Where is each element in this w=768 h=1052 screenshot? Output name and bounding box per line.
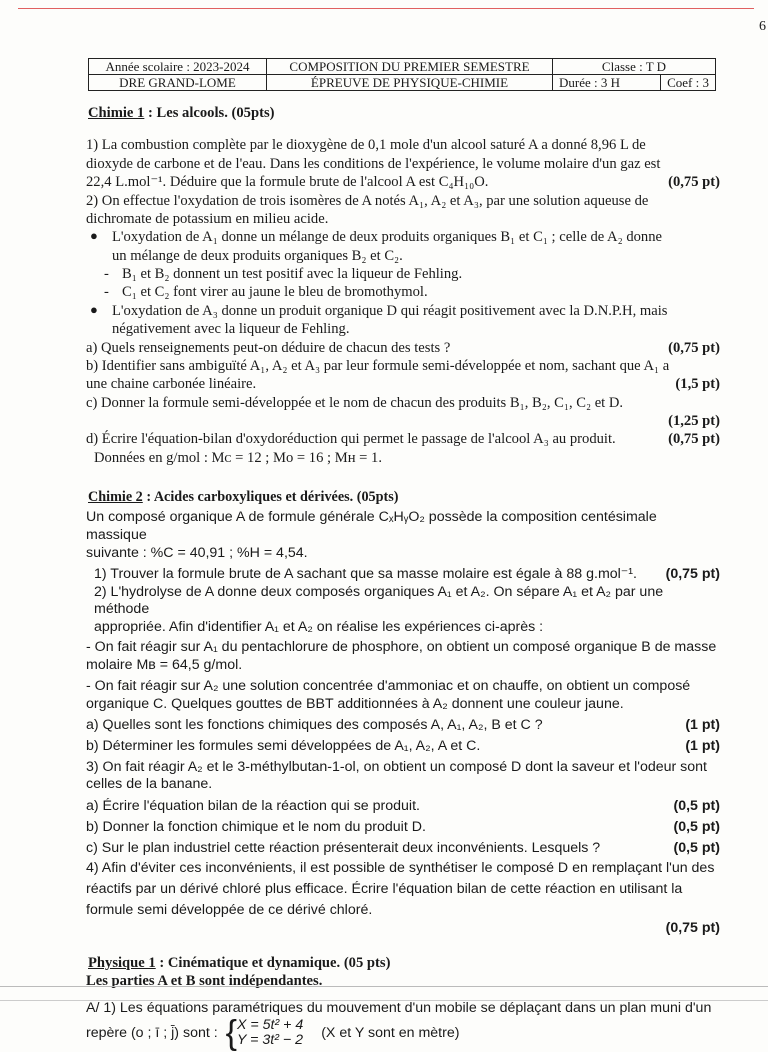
chimie1-title: Chimie 1 : Les alcools. (05pts) [88, 105, 275, 121]
c2-q3a-points: (0,5 pt) [673, 798, 720, 815]
c2-q1: 1) Trouver la formule brute de A sachant que sa masse molaire est égale à 88 g.mol⁻¹. [94, 565, 637, 582]
page-corner-mark: 6 [759, 19, 766, 34]
c2-q4-line1: 4) Afin d'éviter ces inconvénients, il est possible de synthétiser le composé D en remplaçant l'un des [86, 860, 715, 877]
c2-qb-points: (1 pt) [685, 737, 720, 754]
c2-intro-line2: suivante : %C = 40,91 ; %H = 4,54. [86, 544, 308, 561]
c1-qd-points: (0,75 pt) [668, 431, 720, 448]
c2-q2-line1: 2) L'hydrolyse de A donne deux composés organiques A₁ et A₂. On sépare A₁ et A₂ par une méthode [94, 583, 664, 618]
c2-exp2-line2: organique C. Quelques gouttes de BBT additionnées à A₂ donnent une couleur jaune. [86, 695, 624, 712]
c1-q2-line2: dichromate de potassium en milieu acide. [86, 210, 329, 227]
dre-cell: DRE GRAND-LOME [89, 75, 267, 91]
c1-dash-1: - B₁ et B₂ donnent un test positif avec la liqueur de Fehling. [104, 266, 463, 282]
epreuve-cell: ÉPREUVE DE PHYSIQUE-CHIMIE [267, 75, 553, 91]
c2-q3a: a) Écrire l'équation bilan de la réaction qui se produit. [86, 798, 420, 815]
chimie2-title: Chimie 2 : Acides carboxyliques et dérivées. (05pts) [88, 489, 399, 506]
c2-exp1-line2: molaire Mʙ = 64,5 g/mol. [86, 657, 243, 674]
c2-intro-line1: Un composé organique A de formule générale CₓHᵧO₂ possède la composition centésimale massique [86, 509, 657, 543]
c1-bullet-2: ● L'oxydation de A₃ donne un produit organique D qui réagit positivement avec la D.N.P.H, mais négativement avec la liqueur de Fehling. [90, 301, 668, 338]
p1-equations: { X = 5t² + 4 Y = 3t² − 2 [225, 1014, 304, 1052]
c1-q1-line3: 22,4 L.mol⁻¹. Déduire que la formule brute de l'alcool A est C₄H₁₀O. [86, 174, 489, 191]
eq-x: X = 5t² + 4 [237, 1017, 304, 1034]
c2-q4-line2: réactifs par un dérivé chloré plus efficace. Écrire l'équation bilan de cette réaction en utilisant la [86, 880, 683, 897]
c1-qa-points: (0,75 pt) [668, 339, 720, 356]
c1-q1-points: (0,75 pt) [668, 174, 720, 191]
physique1-subtitle: Les parties A et B sont indépendantes. [86, 972, 323, 989]
c1-q1-line1: 1) La combustion complète par le dioxygène de 0,1 mole d'un alcool saturé A a donné 8,96 L de [86, 137, 646, 154]
c1-qc: c) Donner la formule semi-développée et le nom de chacun des produits B₁, B₂, C₁, C₂ et D. [86, 394, 624, 411]
c2-qa-points: (1 pt) [685, 716, 720, 733]
p1-a1-line1: A/ 1) Les équations paramétriques du mouvement d'un mobile se déplaçant dans un plan muni d'un [86, 1000, 712, 1017]
exam-content [86, 104, 720, 1052]
eq-y: Y = 3t² − 2 [237, 1032, 303, 1049]
c2-exp2-line1: - On fait réagir sur A₂ une solution concentrée d'ammoniac et on chauffe, on obtient un composé [86, 678, 691, 695]
exam-header-table [88, 58, 716, 91]
c2-q1-points: (0,75 pt) [665, 565, 720, 582]
c2-q3c-points: (0,5 pt) [673, 840, 720, 857]
page-edge-line [18, 8, 754, 9]
c1-qa: a) Quels renseignements peut-on déduire de chacun des tests ? [86, 339, 451, 356]
c1-qc-points: (1,25 pt) [668, 413, 720, 429]
c1-donnees: Données en g/mol : Mᴄ = 12 ; Mᴏ = 16 ; Mʜ = 1. [94, 449, 382, 466]
c1-q1-line2: dioxyde de carbone et de l'eau. Dans les conditions de l'expérience, le volume molaire d'un gaz est [86, 155, 661, 172]
composition-cell: COMPOSITION DU PREMIER SEMESTRE [267, 59, 553, 75]
c1-qb-points: (1,5 pt) [675, 376, 720, 393]
classe-cell: Classe : T D [553, 59, 716, 75]
c1-qd: d) Écrire l'équation-bilan d'oxydoréduction qui permet le passage de l'alcool A₃ au produit. [86, 431, 616, 448]
c1-dash-2: - C₁ et C₂ font virer au jaune le bleu de bromothymol. [104, 284, 428, 301]
c2-q3-line1: 3) On fait réagir A₂ et le 3-méthylbutan-1-ol, on obtient un composé D dont la saveur et l'odeur sont [86, 758, 707, 775]
c2-q4-line3: formule semi développée de ce dérivé chloré. [86, 901, 373, 918]
duree-text: Durée : 3 H [559, 75, 621, 90]
c1-qb-line1: b) Identifier sans ambiguïté A₁, A₂ et A₃ par leur formule semi-développée et nom, sachant que A₁ a [86, 357, 670, 374]
scan-line-2 [0, 1000, 768, 1001]
c2-qa: a) Quelles sont les fonctions chimiques des composés A, A₁, A₂, B et C ? [86, 716, 543, 733]
c1-q2-line1: 2) On effectue l'oxydation de trois isomères de A notés A₁, A₂ et A₃, par une solution aqueuse de [86, 192, 649, 209]
c2-q4-points: (0,75 pt) [665, 919, 720, 936]
c1-qb-line2: une chaine carbonée linéaire. [86, 376, 257, 393]
eq-note: (X et Y sont en mètre) [321, 1025, 460, 1041]
coef-text: Coef : 3 [660, 75, 709, 90]
physique1-title: Physique 1 : Cinématique et dynamique. (05 pts) [88, 954, 391, 971]
c2-exp1-line1: - On fait réagir sur A₁ du pentachlorure de phosphore, on obtient un composé organique B de masse [86, 639, 717, 656]
c2-q3b: b) Donner la fonction chimique et le nom du produit D. [86, 819, 426, 836]
c2-qb: b) Déterminer les formules semi développées de A₁, A₂, A et C. [86, 737, 481, 754]
school-year-cell: Année scolaire : 2023-2024 [89, 59, 267, 75]
c2-q3-line2: celles de la banane. [86, 776, 213, 793]
c2-q3c: c) Sur le plan industriel cette réaction présenterait deux inconvénients. Lesquels ? [86, 840, 601, 857]
c1-bullet-1: ● L'oxydation de A₁ donne un mélange de deux produits organiques B₁ et C₁ ; celle de A₂ donne un mélange de deux produits organiques B₂ et C₂. [90, 228, 663, 264]
duree-coef-cell [553, 75, 716, 91]
c2-q3b-points: (0,5 pt) [673, 819, 720, 836]
c2-q2-line2: appropriée. Afin d'identifier A₁ et A₂ on réalise les expériences ci-après : [94, 619, 544, 636]
p1-a1-line2: repère (o ; ī ; j̄) sont : { X = 5t² + 4 Y = 3t² − 2 (X et Y sont en mètre) [86, 1014, 460, 1052]
scan-line-1 [0, 986, 768, 987]
